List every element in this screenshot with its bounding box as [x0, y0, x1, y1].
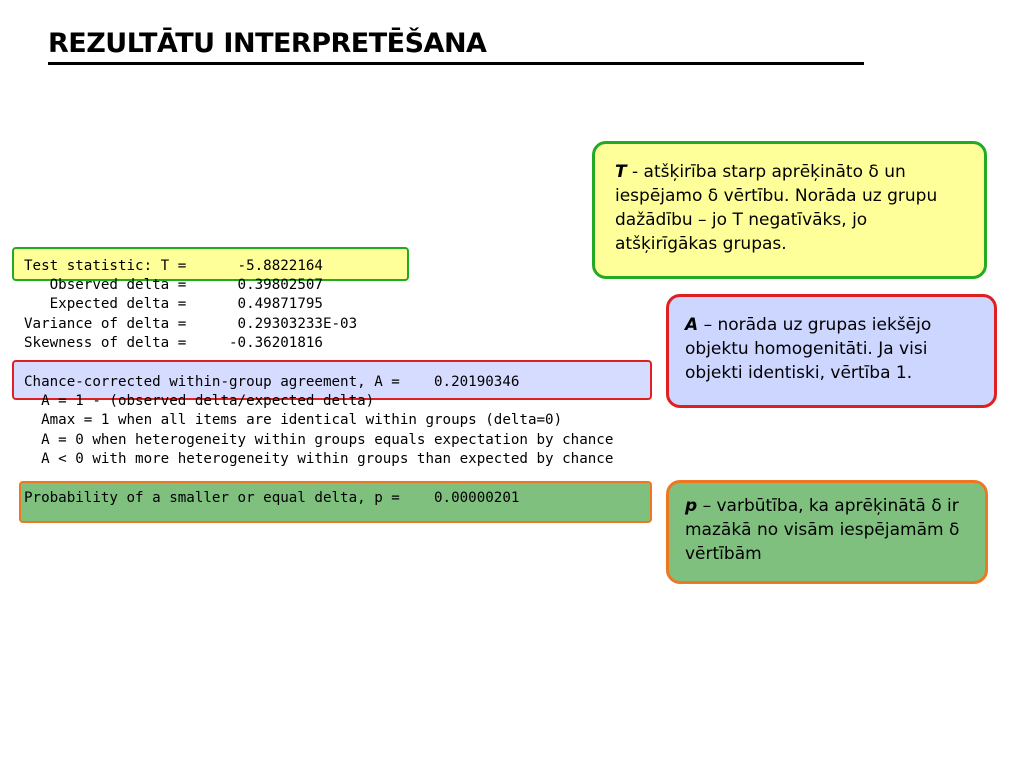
- output-test-statistic: Test statistic: T = -5.8822164: [24, 258, 323, 274]
- callout-t-text: - atšķirība starp aprēķināto δ un iespējamo δ vērtību. Norāda uz grupu dažādību – jo T negatīvāks, jo atšķirīgākas grupas.: [615, 162, 938, 254]
- callout-p-text: – varbūtība, ka aprēķinātā δ ir mazākā no visām iespējamām δ vērtībām: [685, 496, 960, 564]
- output-note-1: A = 1 - (observed delta/expected delta): [24, 393, 375, 409]
- callout-p: [666, 480, 988, 584]
- output-agreement: Chance-corrected within-group agreement, A = 0.20190346: [24, 374, 520, 390]
- page-title: REZULTĀTU INTERPRETĒŠANA: [48, 26, 864, 65]
- output-variance: Variance of delta = 0.29303233E-03: [24, 316, 358, 332]
- output-observed-delta: Observed delta = 0.39802507: [24, 277, 323, 293]
- callout-t-label: T: [615, 162, 627, 182]
- callout-p-label: p: [685, 496, 698, 516]
- output-expected-delta: Expected delta = 0.49871795: [24, 296, 323, 312]
- callout-t: [592, 141, 987, 279]
- callout-a-text: – norāda uz grupas iekšējo objektu homogenitāti. Ja visi objekti identiski, vērtība 1.: [685, 315, 932, 383]
- output-note-4: A < 0 with more heterogeneity within groups than expected by chance: [24, 451, 614, 467]
- output-skewness: Skewness of delta = -0.36201816: [24, 335, 323, 351]
- output-note-3: A = 0 when heterogeneity within groups equals expectation by chance: [24, 432, 614, 448]
- output-note-2: Amax = 1 when all items are identical within groups (delta=0): [24, 412, 563, 428]
- callout-a-label: A: [685, 315, 699, 335]
- output-probability: Probability of a smaller or equal delta, p = 0.00000201: [24, 490, 520, 506]
- callout-a: [666, 294, 997, 408]
